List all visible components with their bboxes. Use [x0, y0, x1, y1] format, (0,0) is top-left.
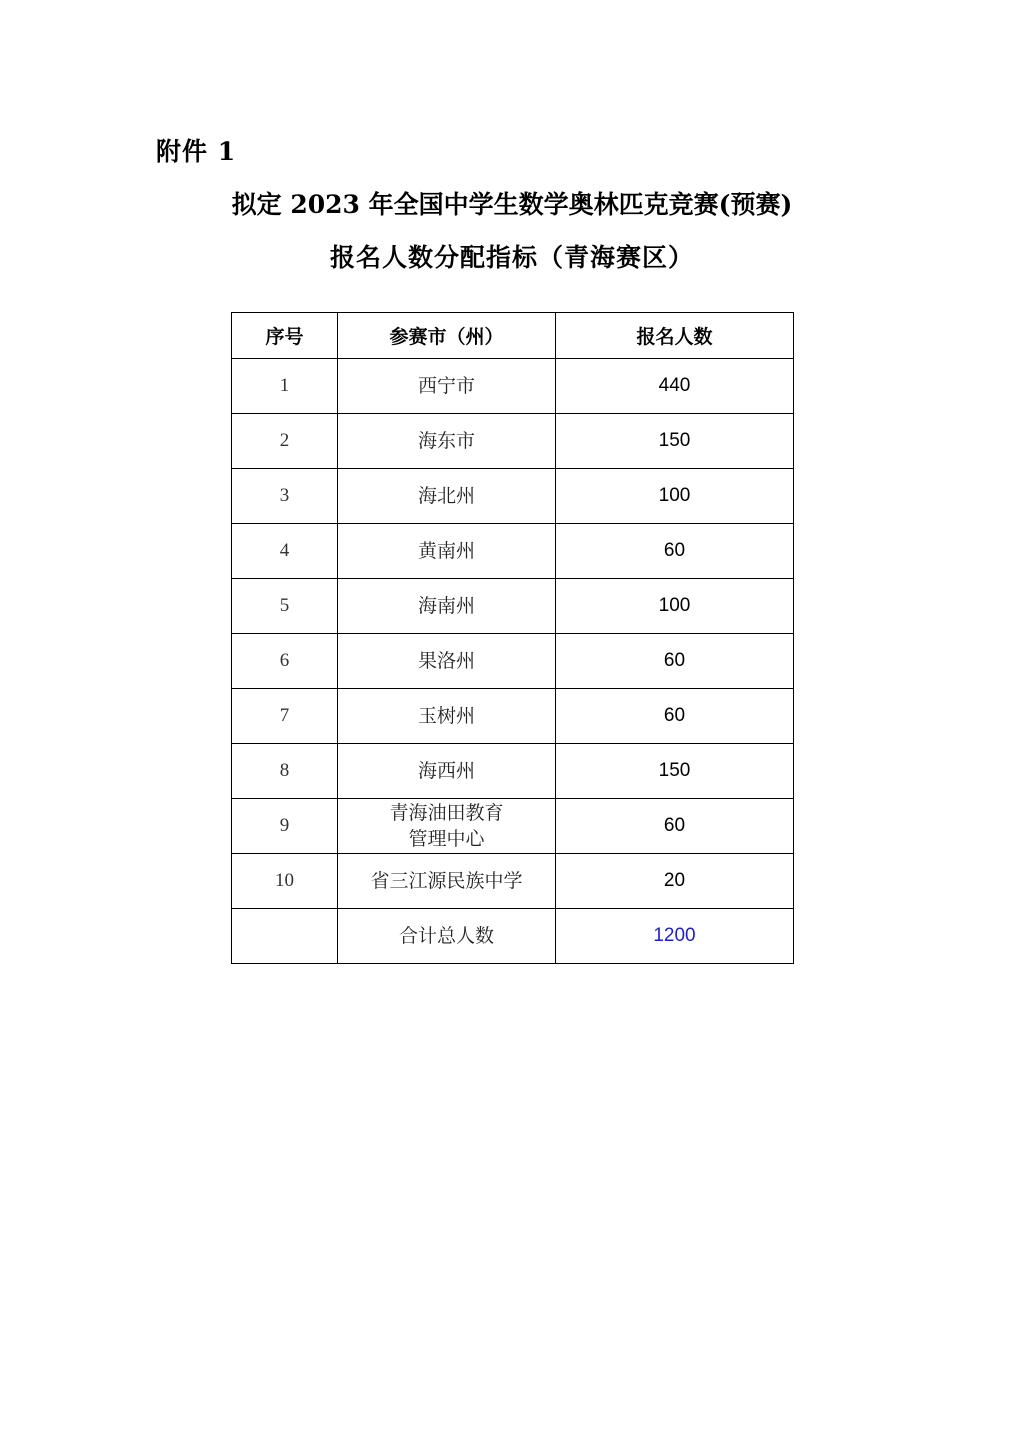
- row-count: 150: [556, 414, 794, 469]
- row-unit: 省三江源民族中学: [338, 854, 556, 909]
- row-unit: 海南州: [338, 579, 556, 634]
- total-label: 合计总人数: [338, 909, 556, 964]
- quota-table: [231, 312, 794, 964]
- table-row: [232, 634, 794, 689]
- table-row: [232, 744, 794, 799]
- table-row: [232, 469, 794, 524]
- table-row: [232, 854, 794, 909]
- table-row: [232, 579, 794, 634]
- header-count: 报名人数: [556, 313, 794, 359]
- table-row: [232, 414, 794, 469]
- table-row: [232, 359, 794, 414]
- row-unit: 海北州: [338, 469, 556, 524]
- row-unit: 海东市: [338, 414, 556, 469]
- row-unit: 西宁市: [338, 359, 556, 414]
- row-index: 9: [232, 799, 338, 854]
- row-unit-line-2: 管理中心: [408, 828, 485, 850]
- row-index: 5: [232, 579, 338, 634]
- header-unit: 参赛市（州）: [338, 313, 556, 359]
- row-unit-line-1: 青海油田教育: [389, 802, 504, 824]
- row-index: 7: [232, 689, 338, 744]
- row-index: 3: [232, 469, 338, 524]
- row-index: 1: [232, 359, 338, 414]
- table-row: [232, 689, 794, 744]
- row-unit: 玉树州: [338, 689, 556, 744]
- total-index: [232, 909, 338, 964]
- row-unit: 海西州: [338, 744, 556, 799]
- header-index: 序号: [232, 313, 338, 359]
- row-unit: 果洛州: [338, 634, 556, 689]
- table-row: [232, 799, 794, 854]
- row-index: 8: [232, 744, 338, 799]
- row-index: 2: [232, 414, 338, 469]
- row-index: 10: [232, 854, 338, 909]
- row-count: 440: [556, 359, 794, 414]
- document-title-line-2: 报名人数分配指标（青海赛区）: [329, 243, 694, 272]
- row-index: 4: [232, 524, 338, 579]
- row-count: 60: [556, 634, 794, 689]
- table-header-row: [232, 313, 794, 359]
- row-unit: [338, 799, 556, 854]
- row-count: 60: [556, 524, 794, 579]
- row-count: 100: [556, 469, 794, 524]
- row-count: 150: [556, 744, 794, 799]
- total-count: 1200: [556, 909, 794, 964]
- row-count: 60: [556, 799, 794, 854]
- row-index: 6: [232, 634, 338, 689]
- table-row: [232, 524, 794, 579]
- row-count: 100: [556, 579, 794, 634]
- row-count: 60: [556, 689, 794, 744]
- row-unit: 黄南州: [338, 524, 556, 579]
- document-title-line-1: 拟定 2023 年全国中学生数学奥林匹克竞赛(预赛): [231, 190, 793, 219]
- attachment-label: 附件 1: [156, 137, 237, 166]
- row-count: 20: [556, 854, 794, 909]
- total-row: [232, 909, 794, 964]
